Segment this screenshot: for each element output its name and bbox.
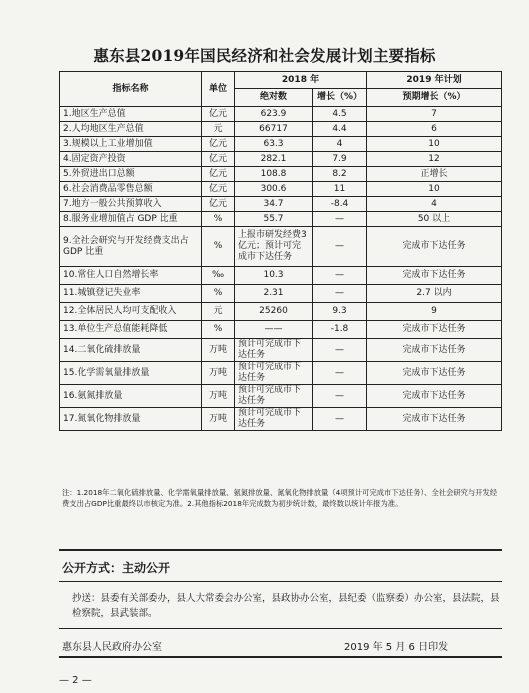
growth-cell: — bbox=[313, 408, 367, 431]
plan-cell: 2.7 以内 bbox=[367, 285, 502, 303]
table-row bbox=[60, 303, 502, 321]
table-row bbox=[60, 267, 502, 285]
page-number: — 2 — bbox=[59, 675, 92, 686]
divider-upper bbox=[59, 581, 502, 582]
growth-cell: 4 bbox=[313, 137, 367, 152]
unit-cell: 元 bbox=[202, 122, 235, 137]
header-absolute: 绝对数 bbox=[235, 89, 313, 107]
header-expected-growth: 预期增长（%） bbox=[367, 89, 502, 107]
plan-cell: 10 bbox=[367, 182, 502, 197]
table-row bbox=[60, 339, 502, 362]
absolute-value-cell: 34.7 bbox=[235, 197, 313, 212]
table-row bbox=[60, 167, 502, 182]
absolute-value-cell: 55.7 bbox=[235, 212, 313, 227]
plan-cell: 7 bbox=[367, 107, 502, 122]
plan-cell: 6 bbox=[367, 122, 502, 137]
indicator-name-cell: 14.二氧化硫排放量 bbox=[60, 339, 202, 362]
indicator-name-cell: 6.社会消费品零售总额 bbox=[60, 182, 202, 197]
indicator-name-cell: 17.氮氧化物排放量 bbox=[60, 408, 202, 431]
plan-cell: 50 以上 bbox=[367, 212, 502, 227]
unit-cell: % bbox=[202, 321, 235, 339]
growth-cell: — bbox=[313, 227, 367, 267]
unit-cell: 亿元 bbox=[202, 107, 235, 122]
table-row bbox=[60, 385, 502, 408]
growth-cell: -8.4 bbox=[313, 197, 367, 212]
unit-cell: 元 bbox=[202, 303, 235, 321]
absolute-value-cell: 63.3 bbox=[235, 137, 313, 152]
absolute-value-cell: 300.6 bbox=[235, 182, 313, 197]
growth-cell: -1.8 bbox=[313, 321, 367, 339]
indicator-name-cell: 10.常住人口自然增长率 bbox=[60, 267, 202, 285]
table-row bbox=[60, 182, 502, 197]
indicator-name-cell: 8.服务业增加值占 GDP 比重 bbox=[60, 212, 202, 227]
unit-cell: % bbox=[202, 285, 235, 303]
table-row bbox=[60, 321, 502, 339]
indicator-name-cell: 2.人均地区生产总值 bbox=[60, 122, 202, 137]
issuing-office: 惠东县人民政府办公室 bbox=[62, 642, 162, 653]
indicator-name-cell: 3.规模以上工业增加值 bbox=[60, 137, 202, 152]
indicator-name-cell: 13.单位生产总值能耗降低 bbox=[60, 321, 202, 339]
indicator-name-cell: 11.城镇登记失业率 bbox=[60, 285, 202, 303]
unit-cell: 万吨 bbox=[202, 385, 235, 408]
header-2019-plan: 2019 年计划 bbox=[367, 72, 502, 89]
header-2018: 2018 年 bbox=[235, 72, 367, 89]
growth-cell: 4.4 bbox=[313, 122, 367, 137]
absolute-value-cell: 预计可完成市下达任务 bbox=[235, 339, 313, 362]
unit-cell: 亿元 bbox=[202, 197, 235, 212]
indicator-name-cell: 5.外贸进出口总额 bbox=[60, 167, 202, 182]
table-row bbox=[60, 122, 502, 137]
indicator-name-cell: 15.化学需氧量排放量 bbox=[60, 362, 202, 385]
unit-cell: ‰ bbox=[202, 267, 235, 285]
plan-cell: 完成市下达任务 bbox=[367, 385, 502, 408]
growth-cell: — bbox=[313, 267, 367, 285]
table-row bbox=[60, 408, 502, 431]
indicator-name-cell: 4.固定资产投资 bbox=[60, 152, 202, 167]
growth-cell: — bbox=[313, 212, 367, 227]
plan-cell: 完成市下达任务 bbox=[367, 362, 502, 385]
header-indicator: 指标名称 bbox=[60, 72, 202, 107]
absolute-value-cell: 10.3 bbox=[235, 267, 313, 285]
table-row bbox=[60, 107, 502, 122]
growth-cell: — bbox=[313, 385, 367, 408]
unit-cell: 亿元 bbox=[202, 137, 235, 152]
plan-cell: 10 bbox=[367, 137, 502, 152]
table-row bbox=[60, 227, 502, 267]
indicator-name-cell: 9.全社会研究与开发经费支出占 GDP 比重 bbox=[60, 227, 202, 267]
growth-cell: 11 bbox=[313, 182, 367, 197]
table-row bbox=[60, 137, 502, 152]
plan-cell: 12 bbox=[367, 152, 502, 167]
unit-cell: 万吨 bbox=[202, 362, 235, 385]
disclosure-method: 公开方式：主动公开 bbox=[62, 561, 171, 575]
absolute-value-cell: 预计可完成市下达任务 bbox=[235, 385, 313, 408]
growth-cell: — bbox=[313, 339, 367, 362]
header-growth: 增长（%） bbox=[313, 89, 367, 107]
indicator-name-cell: 12.全体居民人均可支配收入 bbox=[60, 303, 202, 321]
divider-top bbox=[59, 549, 502, 551]
absolute-value-cell: 预计可完成市下达任务 bbox=[235, 408, 313, 431]
table-row bbox=[60, 212, 502, 227]
unit-cell: % bbox=[202, 212, 235, 227]
divider-bottom bbox=[59, 656, 502, 658]
table-row bbox=[60, 285, 502, 303]
table-note: 注：1.2018年二氧化硫排放量、化学需氧量排放量、氨氮排放量、氮氧化物排放量（4项预计可完成市下达任务）、全社会研究与开发经费支出占GDP比重最终以市核定为准。2.其他指标2018年完成数为初步统计数，最终数以统计年报为准。 bbox=[62, 488, 498, 508]
unit-cell: 万吨 bbox=[202, 339, 235, 362]
header-unit: 单位 bbox=[202, 72, 235, 107]
absolute-value-cell: 108.8 bbox=[235, 167, 313, 182]
absolute-value-cell: 上报市研发经费3亿元；预计可完成市下达任务 bbox=[235, 227, 313, 267]
indicator-name-cell: 16.氨氮排放量 bbox=[60, 385, 202, 408]
plan-cell: 完成市下达任务 bbox=[367, 227, 502, 267]
document-title: 惠东县2019年国民经济和社会发展计划主要指标 bbox=[93, 46, 436, 65]
plan-cell: 完成市下达任务 bbox=[367, 267, 502, 285]
table-row bbox=[60, 197, 502, 212]
indicator-name-cell: 7.地方一般公共预算收入 bbox=[60, 197, 202, 212]
absolute-value-cell: 623.9 bbox=[235, 107, 313, 122]
plan-cell: 4 bbox=[367, 197, 502, 212]
growth-cell: 4.5 bbox=[313, 107, 367, 122]
plan-cell: 9 bbox=[367, 303, 502, 321]
table-row bbox=[60, 152, 502, 167]
growth-cell: 8.2 bbox=[313, 167, 367, 182]
table-row bbox=[60, 362, 502, 385]
plan-cell: 完成市下达任务 bbox=[367, 321, 502, 339]
unit-cell: 亿元 bbox=[202, 167, 235, 182]
absolute-value-cell: 282.1 bbox=[235, 152, 313, 167]
unit-cell: 万吨 bbox=[202, 408, 235, 431]
plan-cell: 完成市下达任务 bbox=[367, 408, 502, 431]
divider-middle bbox=[59, 628, 502, 629]
absolute-value-cell: 25260 bbox=[235, 303, 313, 321]
print-date: 2019 年 5 月 6 日印发 bbox=[344, 642, 449, 653]
unit-cell: 亿元 bbox=[202, 182, 235, 197]
absolute-value-cell: 66717 bbox=[235, 122, 313, 137]
growth-cell: — bbox=[313, 285, 367, 303]
growth-cell: 7.9 bbox=[313, 152, 367, 167]
plan-cell: 完成市下达任务 bbox=[367, 339, 502, 362]
indicator-name-cell: 1.地区生产总值 bbox=[60, 107, 202, 122]
plan-cell: 正增长 bbox=[367, 167, 502, 182]
indicator-table bbox=[59, 71, 502, 431]
unit-cell: % bbox=[202, 227, 235, 267]
absolute-value-cell: —— bbox=[235, 321, 313, 339]
growth-cell: 9.3 bbox=[313, 303, 367, 321]
cc-list: 抄送：县委有关部委办，县人大常委会办公室，县政协办公室，县纪委（监察委）办公室，县法院，县检察院，县武装部。 bbox=[72, 593, 500, 619]
growth-cell: — bbox=[313, 362, 367, 385]
unit-cell: 亿元 bbox=[202, 152, 235, 167]
absolute-value-cell: 2.31 bbox=[235, 285, 313, 303]
absolute-value-cell: 预计可完成市下达任务 bbox=[235, 362, 313, 385]
